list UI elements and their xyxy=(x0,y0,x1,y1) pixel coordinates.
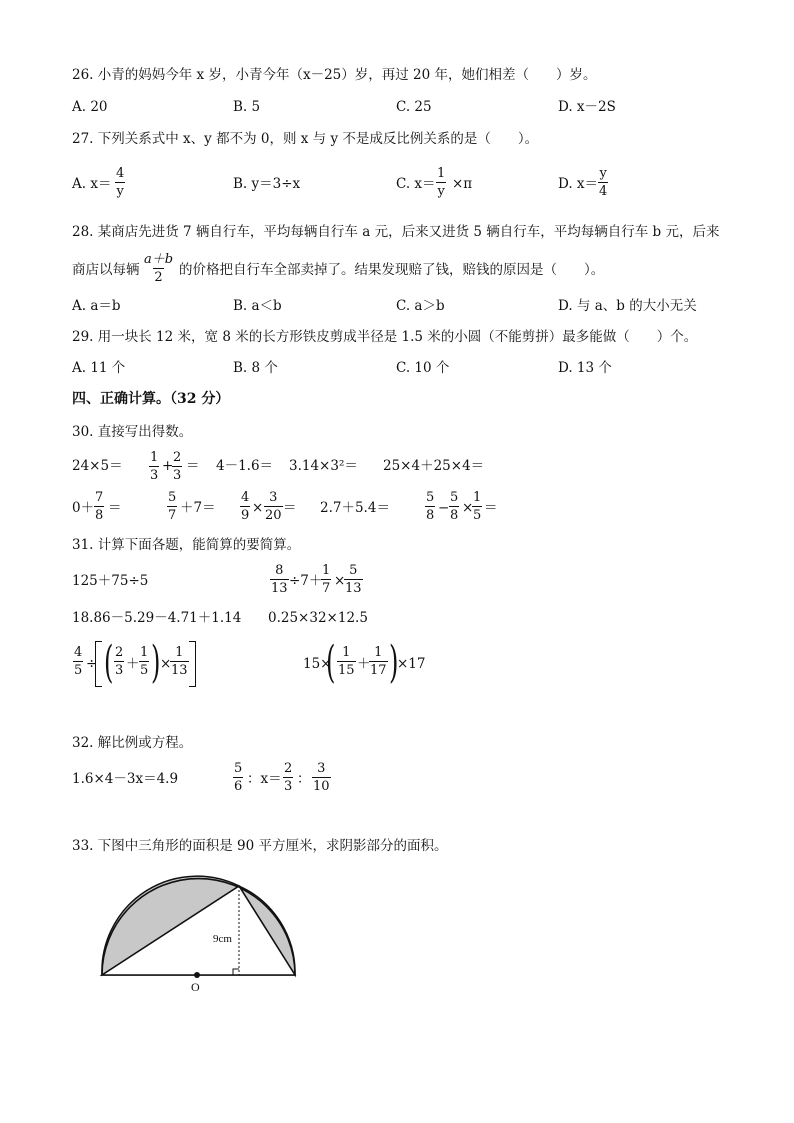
q28-stem-line2-prefix: 商店以每辆 xyxy=(72,262,140,278)
q28-price-fraction: $\frac{a+b}{2}$ xyxy=(144,252,174,285)
q30-r1-item3: 3.14×3²＝ xyxy=(289,458,358,474)
q29-stem: 29. 用一块长 12 米，宽 8 米的长方形铁皮剪成半径是 1.5 米的小圆（不能剪拼）最多能做（ ）个。 xyxy=(72,329,698,345)
q30-r1-frac2: $\frac{2}{3}$ xyxy=(173,450,182,483)
q26-option-b: B. 5 xyxy=(233,99,261,115)
q31-e5-divide: ÷ xyxy=(86,656,98,672)
q30-r1-item1: 24×5＝ xyxy=(72,458,123,474)
q27-option-b: B. y＝3÷x xyxy=(233,176,301,192)
q30-r2-item5-equals: ＝ xyxy=(484,500,498,516)
q31-e5-left-square-bracket xyxy=(95,641,102,687)
q31-e2-op1: ÷7＋ xyxy=(289,573,323,589)
q29-option-a: A. 11 个 xyxy=(72,360,126,376)
height-label: 9cm xyxy=(213,933,232,945)
q28-option-d: D. 与 a、b 的大小无关 xyxy=(558,298,697,314)
q27-option-a: A. x＝ xyxy=(72,176,112,192)
q31-expr1: 125＋75÷5 xyxy=(72,573,149,589)
q30-r2-times2: × xyxy=(462,500,474,516)
q26-option-c: C. 25 xyxy=(396,99,432,115)
q29-option-b: B. 8 个 xyxy=(233,360,278,376)
q30-r1-item4: 25×4＋25×4＝ xyxy=(383,458,485,474)
q28-option-c: C. a＞b xyxy=(396,298,445,314)
q30-r2-frac7: $\frac{1}{5}$ xyxy=(473,490,482,523)
q27-d-fraction: $\frac{y}{4}$ xyxy=(599,166,608,199)
q32-e2-frac1: $\frac{5}{6}$ xyxy=(234,761,243,794)
q31-e5-times: × xyxy=(160,656,172,672)
semicircle-figure xyxy=(90,860,320,1000)
q27-c-suffix: ×π xyxy=(452,176,473,192)
q31-expr3: 18.86－5.29－4.71＋1.14 xyxy=(72,610,242,626)
q31-e6-left-paren: ( xyxy=(326,637,336,688)
q31-e2-frac3: $\frac{5}{13}$ xyxy=(345,563,362,596)
q31-e6-frac2: $\frac{1}{17}$ xyxy=(370,645,387,678)
q31-e5-frac3: $\frac{1}{5}$ xyxy=(140,645,149,678)
q30-r2-frac5: $\frac{5}{8}$ xyxy=(426,490,435,523)
q31-e5-frac2: $\frac{2}{3}$ xyxy=(115,645,124,678)
q31-e5-plus: ＋ xyxy=(126,656,140,672)
q30-stem: 30. 直接写出得数。 xyxy=(72,424,193,440)
q26-option-a: A. 20 xyxy=(72,99,108,115)
q32-stem: 32. 解比例或方程。 xyxy=(72,735,193,751)
q32-e2-colon: ： xyxy=(297,771,311,787)
q27-a-fraction: $\frac{4}{y}$ xyxy=(116,166,125,199)
q30-r1-frac1: $\frac{1}{3}$ xyxy=(150,450,159,483)
q31-e5-left-paren: ( xyxy=(104,637,114,688)
q30-r2-frac3: $\frac{4}{9}$ xyxy=(241,490,250,523)
q31-e2-op2: × xyxy=(334,573,346,589)
q32-e2-frac2: $\frac{2}{3}$ xyxy=(284,761,293,794)
q30-r2-item2-suffix: ＋7＝ xyxy=(180,500,216,516)
center-point xyxy=(194,972,200,978)
q30-r1-equals: ＝ xyxy=(186,458,200,474)
q27-option-d: D. x＝ xyxy=(558,176,599,192)
section-4-heading: 四、正确计算。（32 分） xyxy=(72,391,230,407)
q31-e6-prefix: 15× xyxy=(303,656,332,672)
q31-e6-frac1: $\frac{1}{15}$ xyxy=(338,645,355,678)
q28-stem-line1: 28. 某商店先进货 7 辆自行车，平均每辆自行车 a 元，后来又进货 5 辆自行车，平均每辆自行车 b 元，后来 xyxy=(72,224,720,240)
q30-r2-frac1: $\frac{7}{8}$ xyxy=(95,490,104,523)
q30-r2-frac6: $\frac{5}{8}$ xyxy=(450,490,459,523)
q31-e2-frac2: $\frac{1}{7}$ xyxy=(322,563,331,596)
q27-stem: 27. 下列关系式中 x、y 都不为 0，则 x 与 y 不是成反比例关系的是（ ）。 xyxy=(72,131,539,147)
q30-r2-item4: 2.7＋5.4＝ xyxy=(320,500,390,516)
q33-stem: 33. 下图中三角形的面积是 90 平方厘米，求阴影部分的面积。 xyxy=(72,838,448,854)
q29-option-d: D. 13 个 xyxy=(558,360,612,376)
q27-c-fraction: $\frac{1}{y}$ xyxy=(437,166,446,199)
q32-e2-mid: ：x＝ xyxy=(247,771,282,787)
q30-r2-minus: − xyxy=(438,500,450,516)
center-label: O xyxy=(191,980,200,994)
q28-stem-line2-suffix: 的价格把自行车全部卖掉了。结果发现赔了钱，赔钱的原因是（ ）。 xyxy=(179,262,605,278)
q30-r2-times: × xyxy=(252,500,264,516)
q31-e2-frac1: $\frac{8}{13}$ xyxy=(271,563,288,596)
q30-r1-item2: 4－1.6＝ xyxy=(216,458,274,474)
q30-r2-item3-equals: ＝ xyxy=(283,500,297,516)
q30-r2-frac4: $\frac{3}{20}$ xyxy=(265,490,282,523)
q27-option-c: C. x＝ xyxy=(396,176,436,192)
q26-stem: 26. 小青的妈妈今年 x 岁，小青今年（x－25）岁，再过 20 年，她们相差（ ）岁。 xyxy=(72,67,597,83)
q31-e5-right-paren: ) xyxy=(151,637,161,688)
q31-e6-suffix: ×17 xyxy=(397,656,426,672)
q30-r2-item1-prefix: 0＋ xyxy=(72,500,95,516)
q31-e5-frac1: $\frac{4}{5}$ xyxy=(74,645,83,678)
q30-r2-item1-equals: ＝ xyxy=(108,500,122,516)
q32-equation1: 1.6×4－3x＝4.9 xyxy=(72,771,179,787)
q31-stem: 31. 计算下面各题，能简算的要简算。 xyxy=(72,537,301,553)
q31-e5-right-square-bracket xyxy=(189,641,196,687)
q29-option-c: C. 10 个 xyxy=(396,360,450,376)
q26-option-d: D. x－2S xyxy=(558,99,616,115)
q31-e6-plus: ＋ xyxy=(357,656,371,672)
q28-option-a: A. a＝b xyxy=(72,298,121,314)
q31-e6-right-paren: ) xyxy=(389,637,399,688)
q32-e2-frac3: $\frac{3}{10}$ xyxy=(313,761,330,794)
q31-expr4: 0.25×32×12.5 xyxy=(268,610,368,626)
q30-r1-plus: + xyxy=(162,458,174,474)
q30-r2-frac2: $\frac{5}{7}$ xyxy=(168,490,177,523)
q31-e5-frac4: $\frac{1}{13}$ xyxy=(171,645,188,678)
q28-option-b: B. a＜b xyxy=(233,298,282,314)
